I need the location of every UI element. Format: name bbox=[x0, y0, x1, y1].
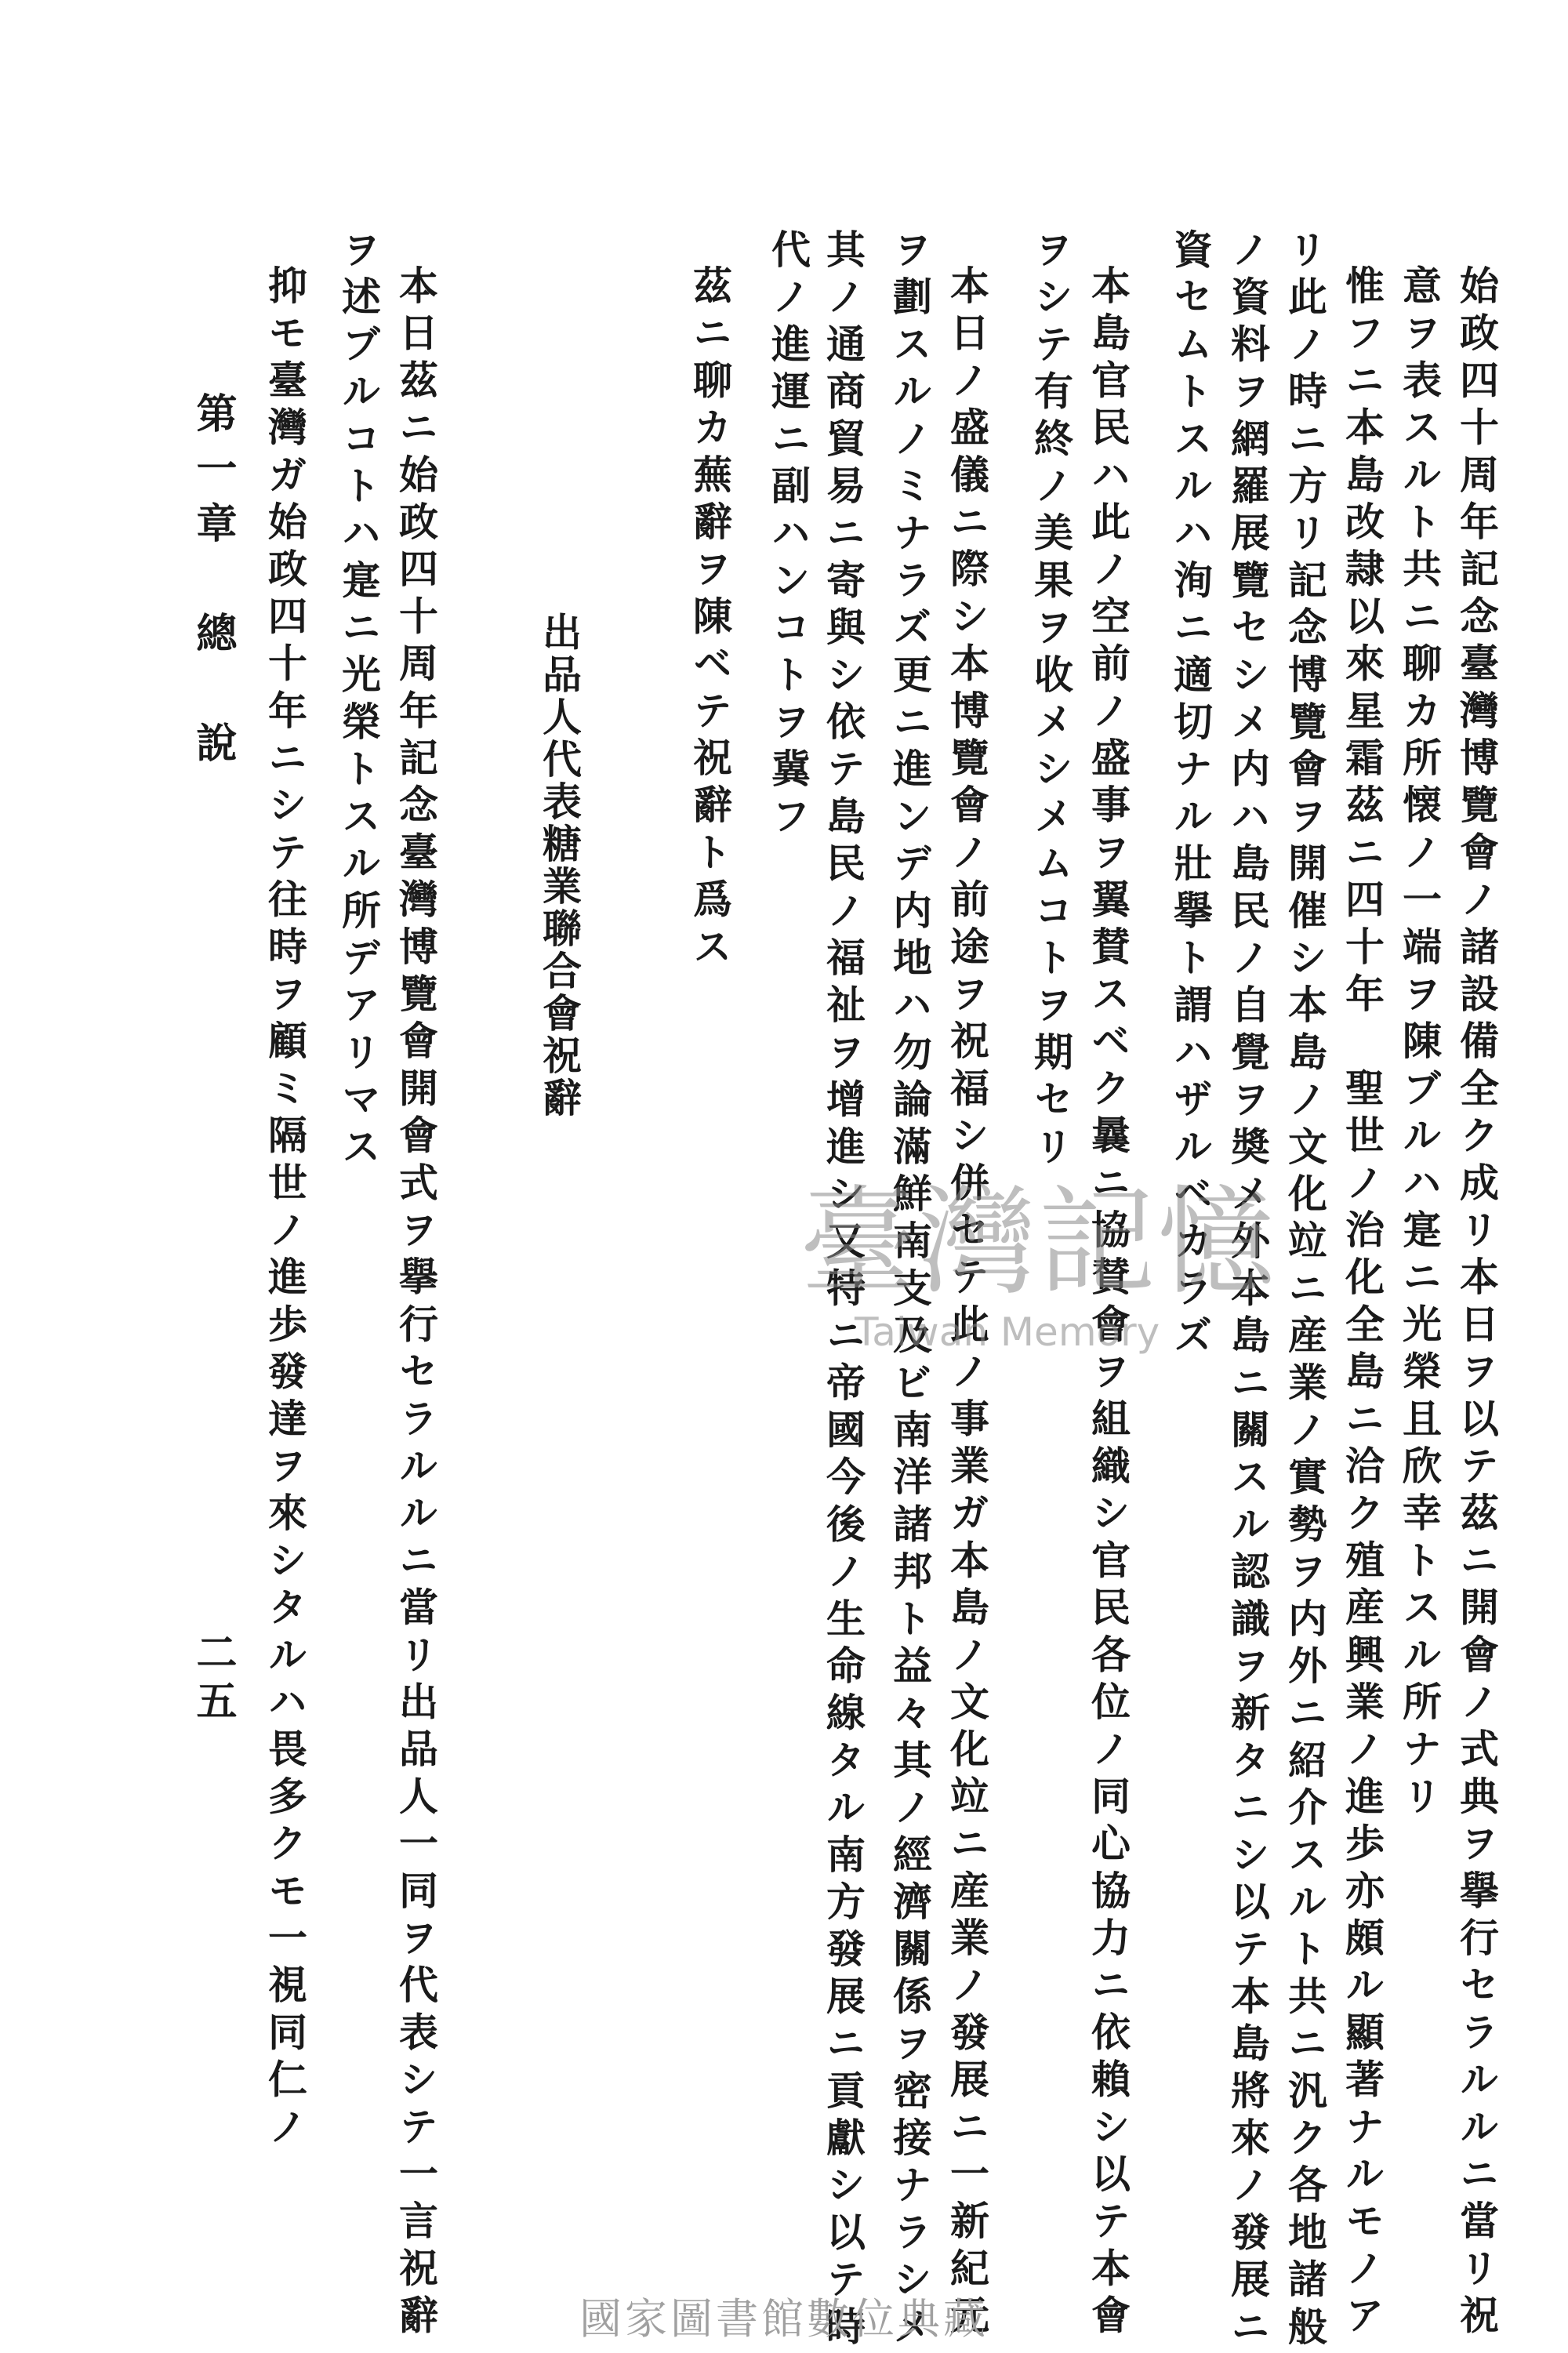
text-column: 本日茲ニ始政四十周年記念臺灣博覽會開會式ヲ擧行セラルルニ當リ出品人一同ヲ代表シテ一言祝辭 bbox=[393, 265, 439, 2342]
text-column: 本島官民ハ此ノ空前ノ盛事ヲ翼賛スベク曩ニ協賛會ヲ組織シ官民各位ノ同心協力ニ依賴シ以テ本會 bbox=[1085, 265, 1131, 2342]
text-column: ヲ劃スルノミナラズ更ニ進ンデ内地ハ勿論滿鮮南支及ビ南洋諸邦ト益々其ノ經濟關係ヲ密接ナラシメ bbox=[887, 229, 933, 2353]
text-column: 茲ニ聊カ蕪辭ヲ陳ベテ祝辭ト爲ス bbox=[687, 265, 733, 974]
text-column: 其ノ通商貿易ニ寄與シ依テ島民ノ福祉ヲ增進シ又特ニ帝國今後ノ生命線タル南方發展ニ貢獻シ以テ時 bbox=[820, 229, 866, 2353]
section-title: 出品人代表糖業聯合會祝辭 bbox=[536, 612, 583, 1120]
text-column: 資セムトスルハ洵ニ適切ナル壯擧ト謂ハザルベカラズ bbox=[1167, 229, 1214, 1362]
text-column: ヲシテ有終ノ美果ヲ收メシメムコトヲ期セリ bbox=[1028, 229, 1074, 1173]
text-column: 意ヲ表スルト共ニ聊カ所懐ノ一端ヲ陳ブルハ寔ニ光榮且欣幸トスル所ナリ bbox=[1396, 265, 1443, 1823]
text-column: 本日ノ盛儀ニ際シ本博覽會ノ前途ヲ祝福シ併セテ此ノ事業ガ本島ノ文化竝ニ産業ノ發展ニ一新紀元 bbox=[944, 265, 990, 2342]
text-column: ヲ述ブルコトハ寔ニ光榮トスル所デアリマス bbox=[336, 229, 382, 1173]
text-column: 代ノ進運ニ副ハンコトヲ冀フ bbox=[765, 229, 811, 843]
page-number: 二五 bbox=[189, 1631, 237, 1729]
text-column: 惟フニ本島改隷以來星霜茲ニ四十年 聖世ノ治化全島ニ洽ク殖産興業ノ進歩亦頗ル顯著ナルモノア bbox=[1339, 265, 1385, 2342]
watermark-title: 臺灣記憶 bbox=[800, 1175, 1277, 1311]
text-column: 抑モ臺灣ガ始政四十年ニシテ往時ヲ顧ミ隔世ノ進歩發達ヲ來シタルハ畏多クモ一視同仁ノ bbox=[262, 265, 308, 2153]
text-column: ノ資料ヲ網羅展覽セシメ内ハ島民ノ自覺ヲ奬メ外本島ニ關スル認識ヲ新タニシ以テ本島將來ノ發展ニ bbox=[1225, 229, 1271, 2353]
text-column: 始政四十周年記念臺灣博覽會ノ諸設備全ク成リ本日ヲ以テ茲ニ開會ノ式典ヲ擧行セラルルニ當リ祝 bbox=[1454, 265, 1500, 2342]
text-column: リ此ノ時ニ方リ記念博覽會ヲ開催シ本島ノ文化竝ニ産業ノ實勢ヲ内外ニ紹介スルト共ニ汎ク各地諸般 bbox=[1282, 229, 1328, 2353]
watermark-subtitle: Taiwan Memory bbox=[855, 1309, 1160, 1355]
footer-label: 國家圖書館數位典藏 bbox=[579, 2294, 989, 2344]
chapter-header: 第一章 總 說 bbox=[189, 392, 237, 776]
